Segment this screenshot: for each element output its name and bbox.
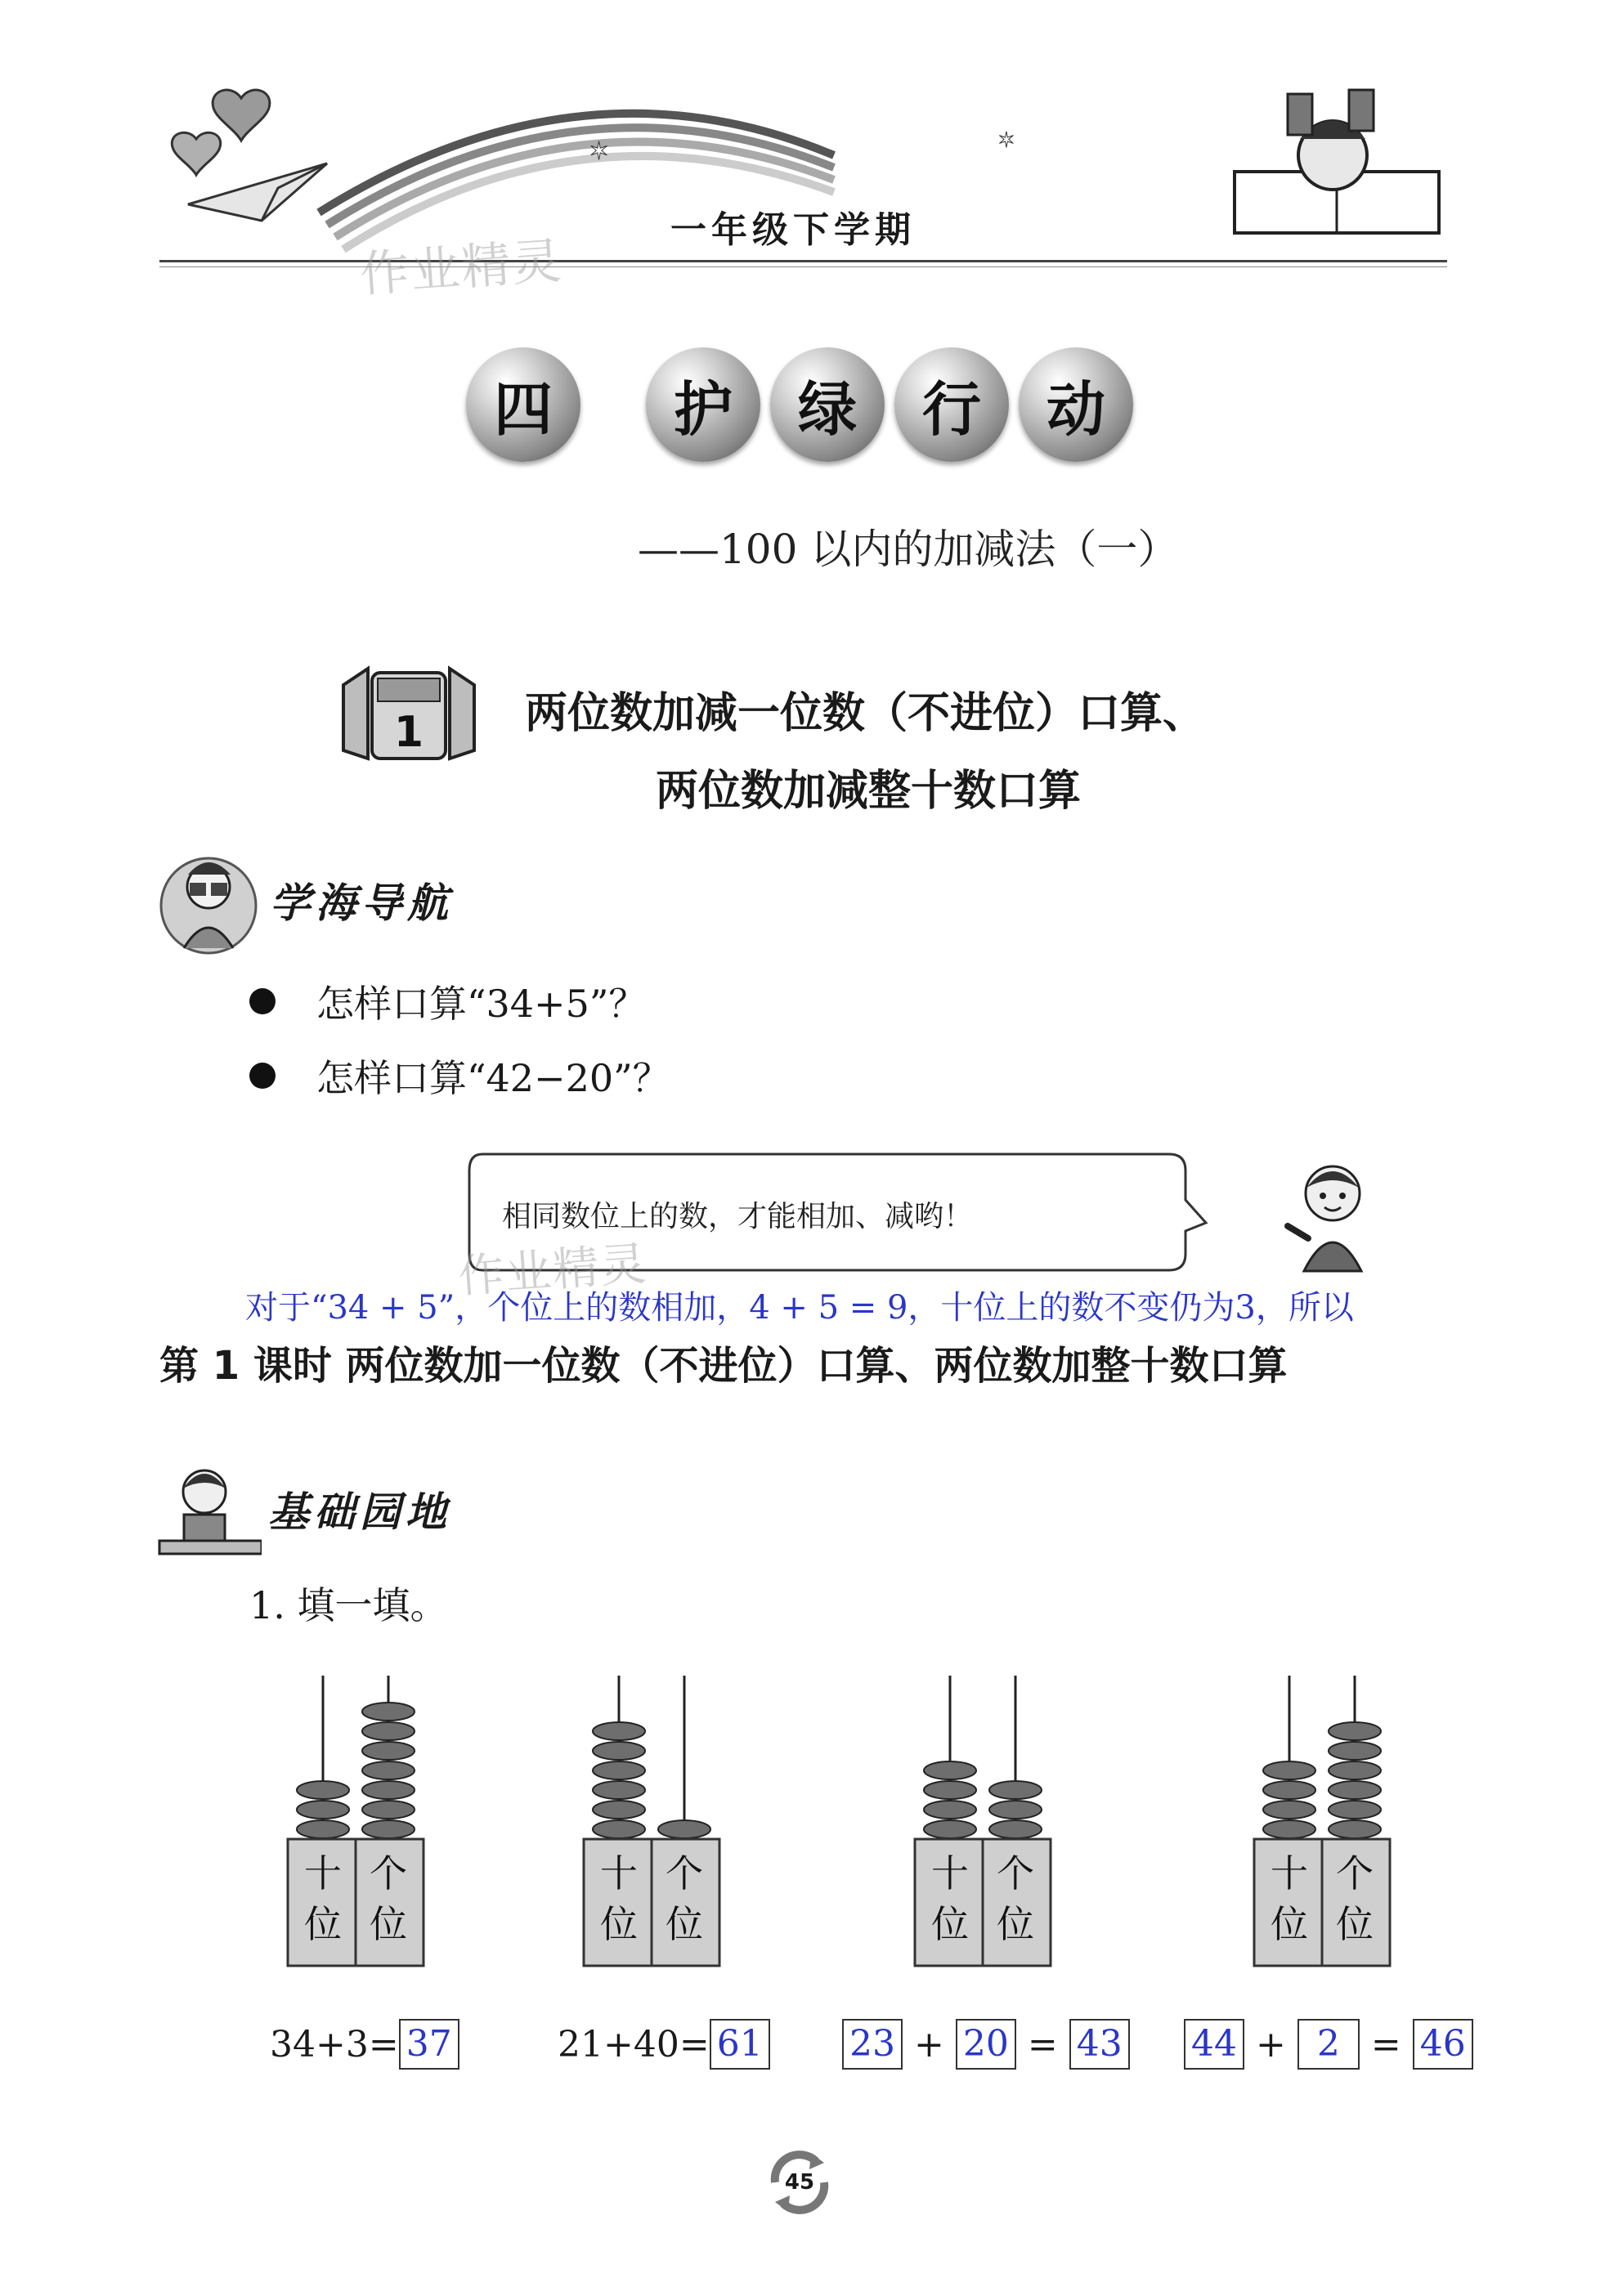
abacus-bead bbox=[658, 1820, 710, 1838]
abacus bbox=[286, 1676, 425, 1970]
svg-text:✶: ✶ bbox=[997, 128, 1015, 153]
abacus-bead bbox=[924, 1781, 976, 1799]
plus-sign: + bbox=[914, 2023, 944, 2066]
abacus-bead bbox=[593, 1781, 645, 1799]
heart-icon bbox=[213, 90, 270, 141]
place-label: 十 bbox=[1271, 1851, 1308, 1895]
abacus-bead bbox=[362, 1820, 415, 1838]
page-number: 45 bbox=[784, 2170, 815, 2195]
equals-sign: = bbox=[1370, 2023, 1401, 2066]
answer-box[interactable]: 61 bbox=[710, 2019, 770, 2070]
abacus-bead bbox=[1329, 1722, 1381, 1740]
abacus-bead bbox=[297, 1781, 349, 1799]
abacus bbox=[1253, 1676, 1392, 1970]
student-desk-icon bbox=[155, 1459, 262, 1565]
chapter-title bbox=[466, 339, 1145, 470]
section-heading-basics: 基础园地 bbox=[268, 1488, 451, 1536]
answer-box[interactable]: 43 bbox=[1069, 2019, 1130, 2070]
place-label: 位 bbox=[304, 1902, 342, 1946]
chapter-subtitle: ——100 以内的加减法（一） bbox=[638, 526, 1179, 573]
exercise-title: 1. 填一填。 bbox=[249, 1583, 448, 1627]
abacus-bead bbox=[989, 1781, 1042, 1799]
chapter-title-char: 行 bbox=[894, 347, 1009, 462]
equation bbox=[842, 2019, 1130, 2070]
abacus-drawing bbox=[1253, 1676, 1392, 1970]
chapter-number: 四 bbox=[466, 347, 580, 462]
addend-box[interactable]: 23 bbox=[842, 2019, 903, 2070]
place-label: 位 bbox=[931, 1902, 969, 1946]
place-label: 个 bbox=[1336, 1851, 1374, 1895]
page-number-badge bbox=[759, 2142, 840, 2223]
bullet-icon bbox=[249, 988, 276, 1014]
place-label: 位 bbox=[666, 1902, 703, 1946]
equation bbox=[558, 2019, 770, 2070]
equation-left: 34+3= bbox=[270, 2023, 399, 2066]
equation bbox=[270, 2019, 459, 2070]
addend-box[interactable]: 44 bbox=[1184, 2019, 1244, 2070]
addend-box[interactable]: 2 bbox=[1297, 2019, 1360, 2070]
equals-sign: = bbox=[1027, 2023, 1058, 2066]
bubble-text: 相同数位上的数，才能相加、减哟！ bbox=[502, 1200, 974, 1233]
abacus-bead bbox=[593, 1801, 645, 1819]
heart-icon bbox=[172, 132, 220, 175]
abacus-bead bbox=[593, 1820, 645, 1838]
boy-binoculars-icon bbox=[155, 850, 262, 956]
boy-waving-icon bbox=[1275, 1157, 1390, 1279]
equation-left: 21+40= bbox=[558, 2023, 710, 2066]
abacus-bead bbox=[362, 1761, 415, 1779]
place-label: 十 bbox=[931, 1851, 969, 1895]
addend-box[interactable]: 20 bbox=[956, 2019, 1016, 2070]
abacus bbox=[582, 1676, 721, 1970]
abacus-drawing bbox=[582, 1676, 721, 1970]
bullet-icon bbox=[249, 1063, 276, 1089]
answer-text: 对于“34 + 5”，个位上的数相加，4 + 5 = 9，十位上的数不变仍为3，所以 bbox=[245, 1289, 1354, 1327]
chapter-title-char: 动 bbox=[1019, 347, 1133, 462]
answer-box[interactable]: 37 bbox=[399, 2019, 459, 2070]
place-label: 位 bbox=[370, 1902, 407, 1946]
question-text: 怎样口算“42−20”？ bbox=[316, 1056, 670, 1100]
place-label: 十 bbox=[600, 1851, 638, 1895]
answer-box[interactable]: 46 bbox=[1413, 2019, 1473, 2070]
abacus bbox=[913, 1676, 1052, 1970]
grade-label: 一年级下学期 bbox=[670, 209, 916, 251]
abacus-bead bbox=[924, 1820, 976, 1838]
plus-sign: + bbox=[1256, 2023, 1286, 2066]
abacus-bead bbox=[593, 1761, 645, 1779]
abacus-bead bbox=[1329, 1761, 1381, 1779]
watermark: 作业精灵 bbox=[456, 1237, 650, 1305]
abacus-bead bbox=[1263, 1761, 1315, 1779]
place-label: 位 bbox=[1271, 1902, 1308, 1946]
watermark: 作业精灵 bbox=[358, 232, 565, 304]
chapter-title-char: 绿 bbox=[770, 347, 885, 462]
abacus-drawing bbox=[913, 1676, 1052, 1970]
abacus-bead bbox=[593, 1722, 645, 1740]
abacus-bead bbox=[1263, 1801, 1315, 1819]
equation bbox=[1184, 2019, 1473, 2070]
chapter-title-char: 护 bbox=[646, 347, 760, 462]
place-label: 位 bbox=[1336, 1902, 1374, 1946]
place-label: 个 bbox=[370, 1851, 407, 1895]
girl-reading-icon bbox=[1235, 90, 1439, 233]
abacus-bead bbox=[1329, 1742, 1381, 1760]
place-label: 个 bbox=[997, 1851, 1034, 1895]
header-rule-thin bbox=[159, 266, 1447, 267]
abacus-bead bbox=[924, 1801, 976, 1819]
section-heading-study-nav: 学海导航 bbox=[270, 879, 453, 927]
abacus-bead bbox=[593, 1742, 645, 1760]
place-label: 位 bbox=[600, 1902, 638, 1946]
abacus-bead bbox=[362, 1703, 415, 1721]
abacus-bead bbox=[989, 1820, 1042, 1838]
place-label: 位 bbox=[997, 1902, 1034, 1946]
abacus-bead bbox=[362, 1781, 415, 1799]
abacus-bead bbox=[1263, 1820, 1315, 1838]
abacus-bead bbox=[362, 1801, 415, 1819]
place-label: 个 bbox=[666, 1851, 703, 1895]
header-rule bbox=[159, 260, 1447, 262]
abacus-bead bbox=[362, 1722, 415, 1740]
abacus-bead bbox=[297, 1820, 349, 1838]
place-label: 十 bbox=[304, 1851, 342, 1895]
abacus-bead bbox=[362, 1742, 415, 1760]
lesson-number-badge bbox=[335, 660, 482, 767]
abacus-bead bbox=[1329, 1820, 1381, 1838]
paper-plane-icon bbox=[188, 163, 327, 221]
lesson-number: 1 bbox=[393, 708, 424, 757]
question-item bbox=[249, 974, 646, 1028]
abacus-bead bbox=[1329, 1781, 1381, 1799]
question-item bbox=[249, 1049, 670, 1103]
abacus-bead bbox=[1263, 1781, 1315, 1799]
abacus-bead bbox=[924, 1761, 976, 1779]
lesson-period-title: 第 1 课时 两位数加一位数（不进位）口算、两位数加整十数口算 bbox=[159, 1343, 1288, 1389]
svg-text:✶: ✶ bbox=[589, 137, 610, 166]
abacus-bead bbox=[1329, 1801, 1381, 1819]
question-text: 怎样口算“34+5”？ bbox=[316, 982, 647, 1026]
abacus-drawing bbox=[286, 1676, 425, 1970]
lesson-title: 两位数加减整十数口算 bbox=[656, 767, 1082, 816]
lesson-title: 两位数加减一位数（不进位）口算、 bbox=[525, 689, 1206, 738]
abacus-bead bbox=[989, 1801, 1042, 1819]
abacus-bead bbox=[297, 1801, 349, 1819]
